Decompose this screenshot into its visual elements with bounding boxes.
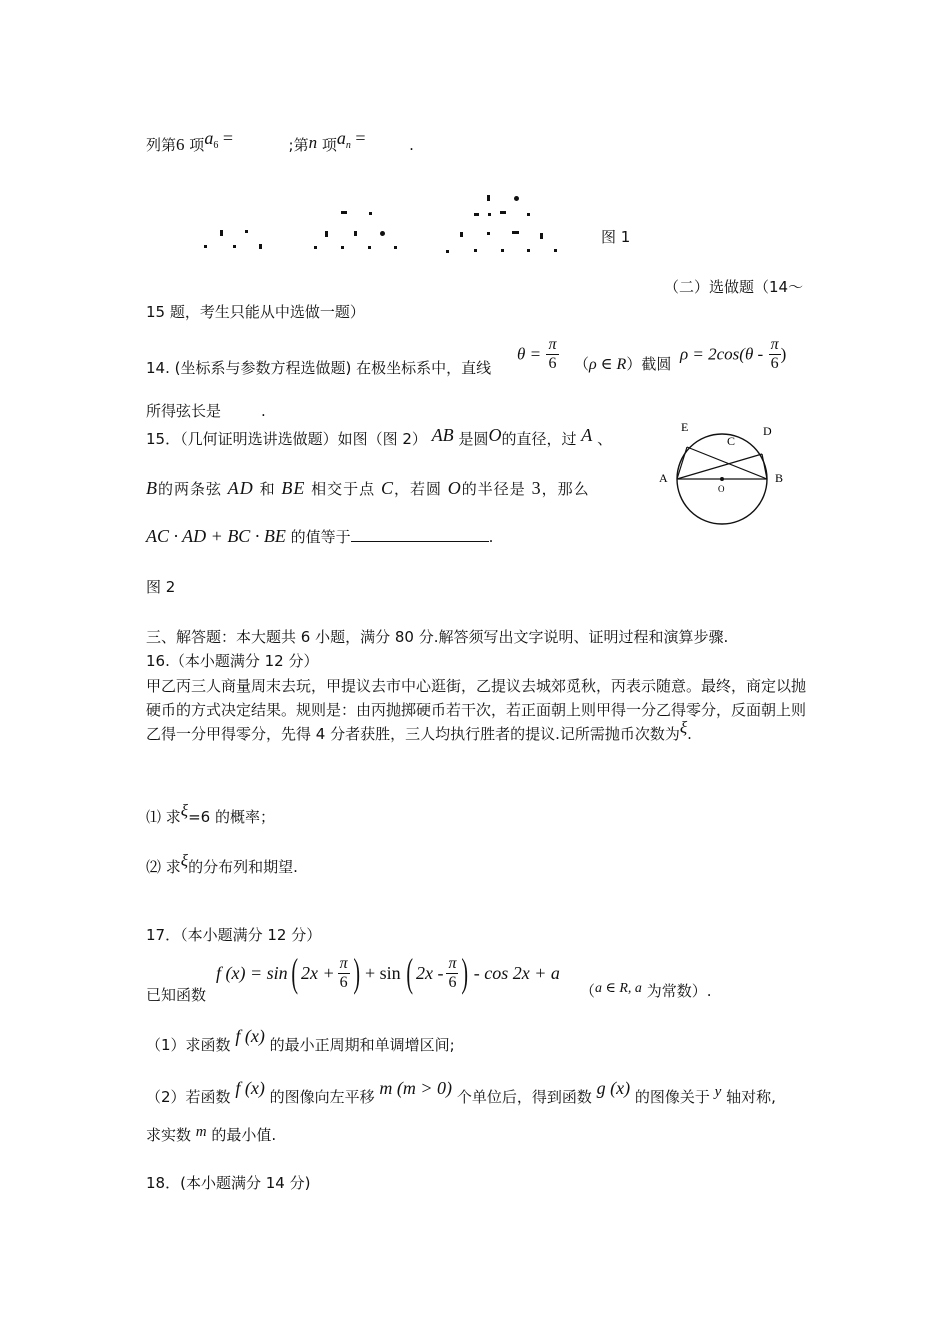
- q15-answer-blank: [351, 527, 489, 542]
- dot: [369, 212, 372, 215]
- q14-pi-over-6: [546, 336, 558, 373]
- dot: [220, 230, 223, 236]
- q17-paren: ): [461, 950, 469, 995]
- q14-line2: [146, 400, 266, 421]
- q17-text: 轴对称,: [726, 1088, 776, 1106]
- q13-text: ;第: [288, 136, 309, 154]
- figure-2-circle-diagram: [655, 418, 790, 528]
- figure-2-label: 图 2: [146, 578, 176, 596]
- label-O: O: [718, 484, 725, 494]
- q15-text: 的值等于: [290, 528, 351, 546]
- dot: [527, 213, 530, 216]
- q14-end: .: [261, 402, 266, 420]
- dot: [554, 249, 557, 252]
- q17-pi-over-6: [338, 955, 350, 992]
- chord-AD: [677, 454, 762, 479]
- q15-BE: BE: [281, 478, 306, 498]
- q15-B: B: [146, 478, 158, 498]
- q14-pi-over-6b: [769, 336, 781, 373]
- q16-xi: ξ: [180, 801, 189, 820]
- q15-C: C: [380, 478, 394, 498]
- q17-six: 6: [448, 973, 457, 991]
- q17-part1: [146, 1026, 455, 1055]
- chord-BE: [687, 447, 767, 479]
- q15-text: 的半径是: [461, 480, 526, 498]
- dot: [487, 232, 490, 235]
- dot: [527, 249, 530, 252]
- q17-fx: f (x): [235, 1078, 265, 1098]
- q13-eq: =: [218, 128, 233, 148]
- q15-text: 的两条弦: [158, 480, 223, 498]
- figure-1-label: 图 1: [601, 228, 631, 246]
- q17-fx: f (x): [235, 1026, 265, 1046]
- dot: [380, 231, 385, 236]
- q15-AB: AB: [431, 425, 454, 445]
- q14-six: 6: [548, 355, 557, 372]
- q17-pi: π: [448, 954, 457, 972]
- q14-pi: π: [548, 336, 557, 353]
- q15-text: ，那么: [541, 480, 590, 498]
- label-A: A: [659, 471, 668, 485]
- q17-text: 个单位后，得到函数: [456, 1088, 592, 1106]
- q16-xi: ξ: [679, 718, 688, 737]
- q15-text: 和: [259, 480, 276, 498]
- q15-text: 相交于点: [311, 480, 376, 498]
- dot: [512, 231, 519, 234]
- q15-text: ，若圆: [393, 480, 442, 498]
- q14-theta: θ =: [517, 344, 542, 364]
- q15-O: O: [447, 478, 462, 498]
- q16-xi: ξ: [180, 851, 189, 870]
- q16-text: 甲乙丙三人商量周末去玩，甲提议去市中心逛街，乙提议去城郊觅秋，丙表示随意。最终，商定以抛硬币的方式决定结果。规则是：由丙抛掷硬币若干次，若正面朝上则甲得一分乙得零分，反面朝上则乙得一分甲得零分，先得 4 分者获胜，三人均执行胜者的提议.记所需抛币次数为: [146, 677, 807, 743]
- q14-close: ): [780, 344, 787, 364]
- q16-text: ⑴ 求: [146, 808, 181, 826]
- dot: [460, 232, 463, 237]
- q17-m: m: [195, 1124, 207, 1140]
- dot: [474, 213, 479, 216]
- q16-text: 的分布列和期望.: [188, 858, 298, 876]
- q17-title: 17．（本小题满分 12 分）: [146, 926, 322, 944]
- q14-condition: [574, 353, 671, 374]
- dot: [487, 195, 490, 201]
- q17-m-cond: m (m > 0): [379, 1078, 453, 1098]
- q14-cut-circle: ）截圆: [626, 355, 672, 373]
- q16-part2: [146, 851, 298, 877]
- optional-header-line1: （二）选做题（14～: [664, 278, 804, 296]
- dot: [341, 246, 344, 249]
- q13-text: 项: [189, 136, 205, 154]
- dot: [368, 246, 371, 249]
- dot: [325, 231, 328, 237]
- q17-paren: (: [290, 950, 298, 995]
- q17-text: 的最小正周期和单调增区间;: [269, 1036, 455, 1054]
- q17-tail: - cos 2x + a: [473, 962, 560, 983]
- q16-title: 16.（本小题满分 12 分）: [146, 652, 319, 670]
- label-C: C: [727, 434, 736, 448]
- q15-AD: AD: [227, 478, 254, 498]
- q13-eq: =: [350, 128, 366, 148]
- q17-2x-plus: 2x +: [300, 962, 335, 983]
- q16-text: ⑵ 求: [146, 858, 181, 876]
- q17-text: 的图像关于: [634, 1088, 710, 1106]
- q13-sequence-line: [146, 128, 414, 157]
- dot: [204, 245, 207, 248]
- q13-number: 6: [176, 135, 185, 154]
- q14-prefix: 14. (坐标系与参数方程选做题) 在极坐标系中，直线: [146, 359, 492, 377]
- q17-given: 已知函数: [146, 986, 207, 1004]
- q17-2x-minus: 2x -: [415, 962, 444, 983]
- q17-gx: g (x): [596, 1078, 631, 1098]
- q17-text: （2）若函数: [146, 1088, 231, 1106]
- q14-line-equation: [517, 336, 559, 373]
- q17-text: 的图像向左平移: [269, 1088, 375, 1106]
- q14-six: 6: [770, 355, 779, 372]
- q17-function: [216, 948, 560, 998]
- q16-end: .: [687, 725, 692, 743]
- dot: [314, 246, 317, 249]
- q13-text: 项: [321, 136, 337, 154]
- dot: [488, 213, 491, 216]
- q15-O: O: [488, 425, 502, 445]
- q13-a6-sub: 6: [213, 140, 219, 151]
- q17-pi: π: [339, 954, 348, 972]
- q17-six: 6: [339, 973, 348, 991]
- q15-line1: [146, 425, 613, 449]
- q15-expression: AC · AD + BC · BE: [146, 526, 286, 546]
- q17-paren: (: [405, 950, 413, 995]
- segment-AE: [677, 447, 687, 479]
- q15-end: .: [488, 528, 494, 546]
- q17-text: 求实数: [146, 1126, 192, 1144]
- section-3-header: 三、解答题：本大题共 6 小题，满分 80 分.解答须写出文字说明、证明过程和演算步骤.: [146, 628, 729, 646]
- q15-A: A: [581, 425, 593, 445]
- q13-an-sub: n: [345, 140, 351, 151]
- dot: [540, 233, 543, 239]
- q13-text: 列第: [146, 136, 177, 154]
- q15-text: 的直径，过: [501, 430, 577, 448]
- label-E: E: [681, 420, 689, 434]
- q17-part2-cont: [146, 1124, 276, 1145]
- q16-paragraph: [146, 674, 812, 746]
- dot: [394, 246, 397, 249]
- q15-text: 15．（几何证明选讲选做题）如图（图 2）: [146, 430, 427, 448]
- dot: [474, 249, 477, 252]
- dot: [341, 211, 347, 214]
- q15-line2: [146, 478, 590, 499]
- q14-circle-equation: [680, 336, 786, 373]
- q13-a6: a: [204, 128, 214, 148]
- q17-text: 的最小值.: [211, 1126, 277, 1144]
- dot: [233, 245, 236, 248]
- q14-pi: π: [770, 336, 779, 353]
- q14-rho-in-r: ρ ∈ R: [589, 356, 627, 373]
- q15-text: 、: [597, 430, 613, 448]
- q17-condition: [580, 980, 712, 1001]
- q14-rho-eq: ρ = 2cos(θ -: [680, 344, 764, 364]
- q14-paren: （: [574, 355, 590, 373]
- q16-part1: [146, 801, 275, 827]
- q17-f-lhs: f (x) = sin: [216, 962, 288, 983]
- dot: [446, 250, 449, 253]
- q15-line3: [146, 526, 493, 547]
- q17-part2: [146, 1078, 776, 1107]
- q13-n: n: [308, 133, 318, 152]
- q17-y: y: [714, 1084, 722, 1100]
- q17-pi-over-6b: [446, 955, 458, 992]
- q17-paren-open: （: [580, 982, 596, 1000]
- dot: [500, 211, 506, 214]
- q14-chord-text: 所得弦长是: [146, 402, 222, 420]
- label-D: D: [763, 424, 772, 438]
- dot: [259, 244, 262, 249]
- dot: [245, 230, 248, 233]
- q13-an: a: [336, 128, 346, 148]
- dot: [354, 231, 357, 236]
- q15-text: 是圆: [458, 430, 489, 448]
- q15-three: 3: [531, 478, 542, 498]
- q16-text: =6 的概率；: [188, 808, 275, 826]
- q13-end: .: [409, 136, 414, 154]
- q17-constant-text: 为常数）.: [646, 982, 712, 1000]
- optional-header-line2: 15 题，考生只能从中选做一题）: [146, 303, 365, 321]
- q17-a-in-r: a ∈ R, a: [595, 981, 642, 996]
- q17-plus-sin: + sin: [364, 962, 401, 983]
- q17-paren: ): [352, 950, 360, 995]
- q17-text: （1）求函数: [146, 1036, 231, 1054]
- q18-title: 18．(本小题满分 14 分): [146, 1174, 311, 1192]
- dot: [501, 249, 504, 252]
- center-point: [720, 477, 724, 481]
- dot: [514, 196, 519, 201]
- segment-BD: [762, 454, 767, 479]
- label-B: B: [775, 471, 784, 485]
